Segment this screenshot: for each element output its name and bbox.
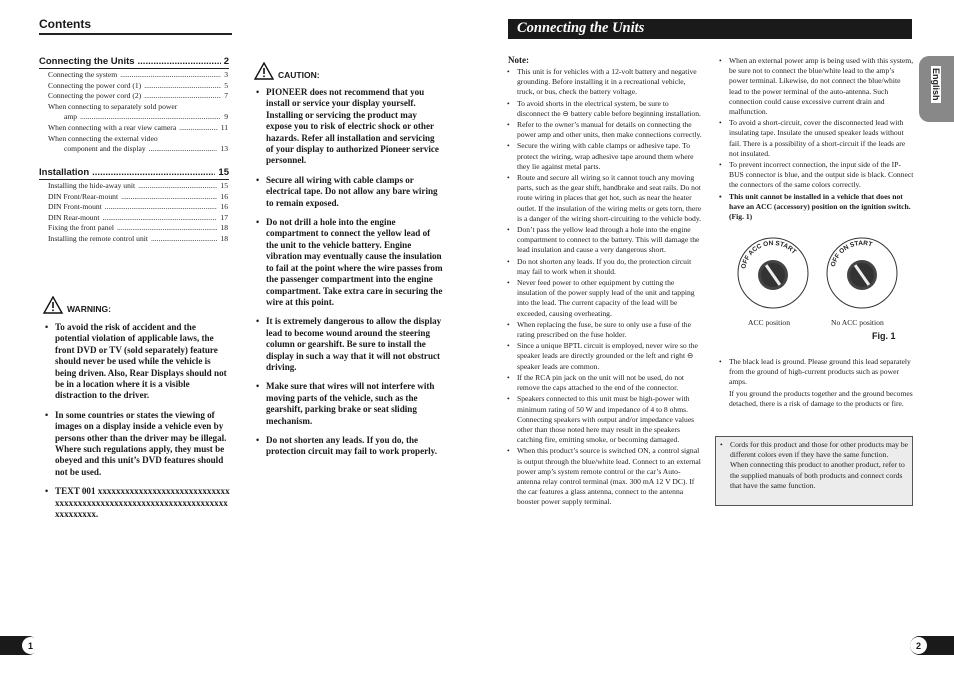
toc-item[interactable]: DIN Front-mount ..... 16: [48, 202, 228, 213]
ground-note: [719, 357, 914, 409]
warning-item: • TEXT 001 xxxxxxxxxxxxxxxxxxxxxxxxxxxxxxxxxxxxxxxxxxxxxxxxxxxxxxxxxxxxxxxxxxxxxxxxxxxx.: [45, 486, 231, 520]
svg-text:OFF ACC ON START: OFF ACC ON START: [740, 239, 798, 270]
ignition-switch-no-acc-figure: [824, 235, 900, 311]
cord-note-box: [715, 436, 913, 506]
toc-item[interactable]: When connecting to separately sold power: [48, 101, 178, 111]
notes-column-2: [719, 56, 914, 223]
note-item: • Refer to the owner’s manual for details on connecting the power amp and other units, then make connections correctly.: [507, 120, 702, 140]
note-item: • This unit cannot be installed in a vehicle that does not have an ACC (accessory) position on the ignition switch. (Fig. 1): [719, 192, 914, 223]
warning-triangle-icon: [43, 296, 63, 314]
page-title: Connecting the Units: [517, 20, 645, 36]
warning-triangle-icon: [254, 62, 274, 80]
toc-item[interactable]: When connecting the external video: [48, 133, 158, 143]
warning-item: • In some countries or states the viewing of images on a display inside a vehicle even by persons other than the driver may be illegal. Where such regulations apply, they must be obeyed and this unit’s DVD features should not be used.: [45, 410, 231, 478]
note-item: • Do not shorten any leads. If you do, the protection circuit may fail to work when it should.: [507, 257, 702, 277]
language-tab-label: English: [931, 68, 941, 101]
toc-section-page: 15: [218, 167, 229, 178]
toc-item[interactable]: Connecting the power cord (2) ..... 7: [48, 91, 228, 102]
caution-item: • Do not drill a hole into the engine compartment to connect the yellow lead of the unit to the vehicle battery. Engine vibration may eventually cause the insulation to fail at the point where the wire passes from the passenger compartment into the engine compartment. Take extra care in securing the wire at this point.: [256, 217, 444, 308]
note-item: • When this product’s source is switched ON, a control signal is output through the blue/white lead. Connect to an external power amp’s system remote control or the car’s Auto-antenna relay control terminal (max. 300 mA 12 V DC). If the car features a glass antenna, connect to the antenna booster power supply terminal.: [507, 446, 702, 507]
warning-item: • To avoid the risk of accident and the potential violation of applicable laws, the front DVD or TV (sold separately) feature should never be used while the vehicle is being driven. Also, Rear Displays should not be in a location where it is a visible distraction to the driver.: [45, 322, 231, 402]
note-item: • When replacing the fuse, be sure to only use a fuse of the rating prescribed on the fuse holder.: [507, 320, 702, 340]
toc-item[interactable]: Connecting the power cord (1) ..... 5: [48, 81, 228, 92]
caution-title: CAUTION:: [254, 62, 320, 80]
note-item: • Speakers connected to this unit must be high-power with minimum rating of 50 W and impedance of 4 to 8 ohms. Connecting speakers with output and/or impedance values other than those noted here may result in the speakers catching fire, emitting smoke, or becoming damaged.: [507, 394, 702, 445]
caution-item: • Secure all wiring with cable clamps or electrical tape. Do not allow any bare wiring to remain exposed.: [256, 175, 444, 209]
toc-section-page: 2: [223, 56, 229, 67]
toc-item[interactable]: DIN Front/Rear-mount ..... 16: [48, 192, 228, 203]
ignition-switch-acc-figure: [735, 235, 811, 311]
svg-text:OFF ON START: OFF ON START: [829, 239, 873, 268]
figure-caption-no-acc: No ACC position: [831, 318, 884, 327]
note-continuation: If you ground the products together and the ground becomes detached, there is a risk of damage to the products or fire.: [729, 388, 913, 408]
notes-column-1: [507, 67, 702, 509]
note-item: • To avoid a short-circuit, cover the disconnected lead with insulating tape. Insulate the unused speaker leads without fail. There is a possibility of a short-circuit if the leads are not insulated.: [719, 118, 914, 159]
note-item: • To avoid shorts in the electrical system, be sure to disconnect the ⊖ battery cable before beginning installation.: [507, 99, 702, 119]
figure-caption-acc: ACC position: [748, 318, 790, 327]
toc-section-installation[interactable]: [39, 167, 229, 178]
note-item: • If the RCA pin jack on the unit will not be used, do not remove the caps attached to the end of the connector.: [507, 373, 702, 393]
note-item: • Since a unique BPTL circuit is employed, never wire so the speaker leads are directly grounded or the left and right ⊖ speaker leads are common.: [507, 341, 702, 372]
toc-item[interactable]: Installing the remote control unit ..... 18: [48, 234, 228, 245]
page-number-left: 1: [22, 637, 39, 654]
note-item: • When an external power amp is being used with this system, be sure not to connect the blue/white lead to the amp’s power terminal. Likewise, do not connect the blue/white lead to the power terminal of the auto-antenna. Such connection could cause excessive current drain and malfunction.: [719, 56, 914, 117]
toc-item[interactable]: Connecting the system ..... 3: [48, 70, 228, 81]
note-item: • Route and secure all wiring so it cannot touch any moving parts, such as the gear shift, handbrake and seat rails. Do not route wiring in places that get hot, such as near the heater outlet. If the insulation of the wiring melts or gets torn, there is a danger of the wiring short-circuiting to the vehicle body.: [507, 173, 702, 224]
note-item: • Don’t pass the yellow lead through a hole into the engine compartment to connect to the battery. This will damage the lead insulation and cause a very dangerous short.: [507, 225, 702, 256]
toc-section-title: Installation: [39, 167, 90, 178]
figure-label: Fig. 1: [872, 331, 896, 341]
contents-heading: Contents: [39, 17, 91, 31]
note-item: • The black lead is ground. Please ground this lead separately from the ground of high-current products such as power amps.: [719, 357, 914, 388]
toc-item[interactable]: DIN Rear-mount ..... 17: [48, 213, 228, 224]
page-number-right: 2: [910, 637, 927, 654]
caution-item: • Do not shorten any leads. If you do, the protection circuit may fail to work properly.: [256, 435, 444, 458]
toc-list-installation: [48, 181, 228, 245]
toc-item[interactable]: Fixing the front panel ..... 18: [48, 223, 228, 234]
toc-rule: [39, 68, 229, 69]
note-item: • Secure the wiring with cable clamps or adhesive tape. To protect the wiring, wrap adhesive tape around them where they lie against metal parts.: [507, 141, 702, 172]
note-item: • This unit is for vehicles with a 12-volt battery and negative grounding. Before installing it in a recreational vehicle, truck, or bus, check the battery voltage.: [507, 67, 702, 98]
toc-section-connecting[interactable]: [39, 56, 229, 67]
caution-item: • PIONEER does not recommend that you install or service your display yourself. Installing or servicing the product may expose you to risk of electric shock or other hazards. Refer all installation and servicing of your display to authorized Pioneer service personnel.: [256, 87, 444, 167]
toc-item[interactable]: Installing the hide-away unit ..... 15: [48, 181, 228, 192]
caution-item: • It is extremely dangerous to allow the display lead to become wound around the steering column or gearshift. Be sure to install the display in such a way that it will not obstruct driving.: [256, 316, 444, 373]
toc-rule: [39, 179, 229, 180]
note-item: • Cords for this product and those for other products may be different colors even if they have the same function. When connecting this product to another product, refer to the supplied manuals of both products and connect cords that have the same function.: [720, 440, 908, 491]
contents-rule: [39, 33, 232, 35]
caution-list: [256, 87, 444, 466]
toc-item[interactable]: When connecting with a rear view camera ..... 11: [48, 123, 228, 134]
note-item: • Never feed power to other equipment by cutting the insulation of the power supply lead of the unit and tapping into the lead. The current capacity of the lead will be exceeded, causing overheating.: [507, 278, 702, 319]
toc-section-title: Connecting the Units: [39, 56, 135, 67]
note-item: • To prevent incorrect connection, the input side of the IP-BUS connector is blue, and the output side is black. Connect the connectors of the same colors correctly.: [719, 160, 914, 191]
toc-item[interactable]: amp ..... 9: [48, 112, 228, 123]
warning-list: [45, 322, 231, 529]
note-label: Note:: [508, 55, 529, 65]
warning-title: WARNING:: [43, 296, 111, 314]
toc-list-connecting: [48, 70, 228, 155]
caution-item: • Make sure that wires will not interfere with moving parts of the vehicle, such as the gearshift, parking brake or seat sliding mechanism.: [256, 381, 444, 427]
toc-item[interactable]: component and the display ..... 13: [48, 144, 228, 155]
